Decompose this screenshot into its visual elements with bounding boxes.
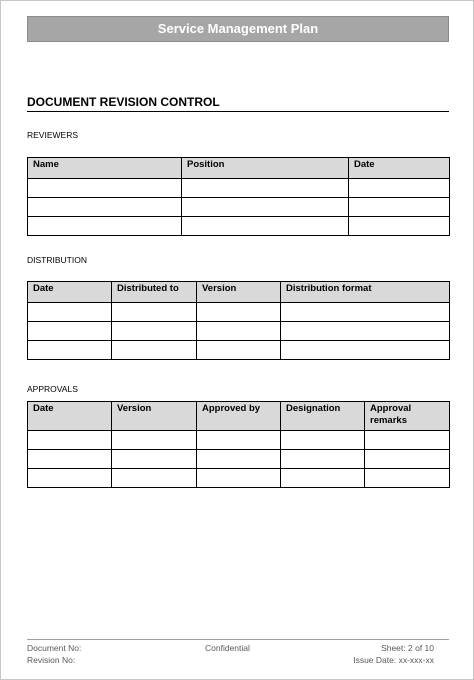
distribution-label: DISTRIBUTION (27, 255, 87, 265)
table-cell[interactable] (28, 341, 112, 360)
reviewers-col-name: Name (28, 158, 182, 179)
approvals-col-approved-by: Approved by (197, 402, 281, 431)
table-cell[interactable] (112, 303, 197, 322)
table-row (28, 322, 450, 341)
table-row (28, 469, 450, 488)
table-row (28, 450, 450, 469)
table-cell[interactable] (112, 431, 197, 450)
table-cell[interactable] (112, 469, 197, 488)
table-cell[interactable] (281, 450, 365, 469)
table-cell[interactable] (365, 450, 450, 469)
table-cell[interactable] (112, 322, 197, 341)
distribution-col-format: Distribution format (281, 282, 450, 303)
table-cell[interactable] (182, 179, 349, 198)
table-cell[interactable] (28, 303, 112, 322)
footer-document-no: Document No: (27, 643, 82, 653)
table-cell[interactable] (281, 341, 450, 360)
table-cell[interactable] (281, 322, 450, 341)
table-cell[interactable] (197, 322, 281, 341)
table-cell[interactable] (281, 303, 450, 322)
table-row (28, 179, 450, 198)
table-row (28, 431, 450, 450)
footer-classification: Confidential (205, 643, 250, 653)
table-row (28, 303, 450, 322)
distribution-col-date: Date (28, 282, 112, 303)
distribution-col-version: Version (197, 282, 281, 303)
distribution-col-distributed-to: Distributed to (112, 282, 197, 303)
table-cell[interactable] (349, 198, 450, 217)
distribution-header-row (28, 282, 450, 303)
reviewers-header-row (28, 158, 450, 179)
table-cell[interactable] (28, 450, 112, 469)
table-cell[interactable] (28, 469, 112, 488)
table-cell[interactable] (349, 217, 450, 236)
table-cell[interactable] (197, 431, 281, 450)
table-cell[interactable] (28, 179, 182, 198)
approvals-col-version: Version (112, 402, 197, 431)
table-cell[interactable] (197, 303, 281, 322)
approvals-label: APPROVALS (27, 384, 78, 394)
footer-issue-date: Issue Date: xx-xxx-xx (353, 655, 434, 665)
reviewers-col-date: Date (349, 158, 450, 179)
reviewers-label: REVIEWERS (27, 130, 79, 140)
approvals-header-row (28, 402, 450, 431)
table-row (28, 198, 450, 217)
table-cell[interactable] (349, 179, 450, 198)
footer-divider (27, 639, 449, 640)
approvals-table (27, 401, 450, 488)
footer-revision-no: Revision No: (27, 655, 76, 665)
reviewers-table (27, 157, 450, 236)
table-cell[interactable] (182, 198, 349, 217)
footer-sheet: Sheet: 2 of 10 (381, 643, 434, 653)
table-cell[interactable] (28, 217, 182, 236)
approvals-col-remarks: Approval remarks (365, 402, 450, 431)
reviewers-col-position: Position (182, 158, 349, 179)
table-cell[interactable] (365, 469, 450, 488)
table-cell[interactable] (112, 450, 197, 469)
table-cell[interactable] (182, 217, 349, 236)
table-cell[interactable] (28, 198, 182, 217)
table-cell[interactable] (197, 469, 281, 488)
table-cell[interactable] (28, 431, 112, 450)
table-row (28, 341, 450, 360)
table-row (28, 217, 450, 236)
table-cell[interactable] (112, 341, 197, 360)
table-cell[interactable] (281, 469, 365, 488)
table-cell[interactable] (281, 431, 365, 450)
table-cell[interactable] (197, 450, 281, 469)
approvals-col-date: Date (28, 402, 112, 431)
table-cell[interactable] (197, 341, 281, 360)
table-cell[interactable] (28, 322, 112, 341)
approvals-col-designation: Designation (281, 402, 365, 431)
table-cell[interactable] (365, 431, 450, 450)
document-revision-control-title: DOCUMENT REVISION CONTROL (27, 95, 449, 112)
distribution-table (27, 281, 450, 360)
page-header-banner: Service Management Plan (27, 16, 449, 42)
